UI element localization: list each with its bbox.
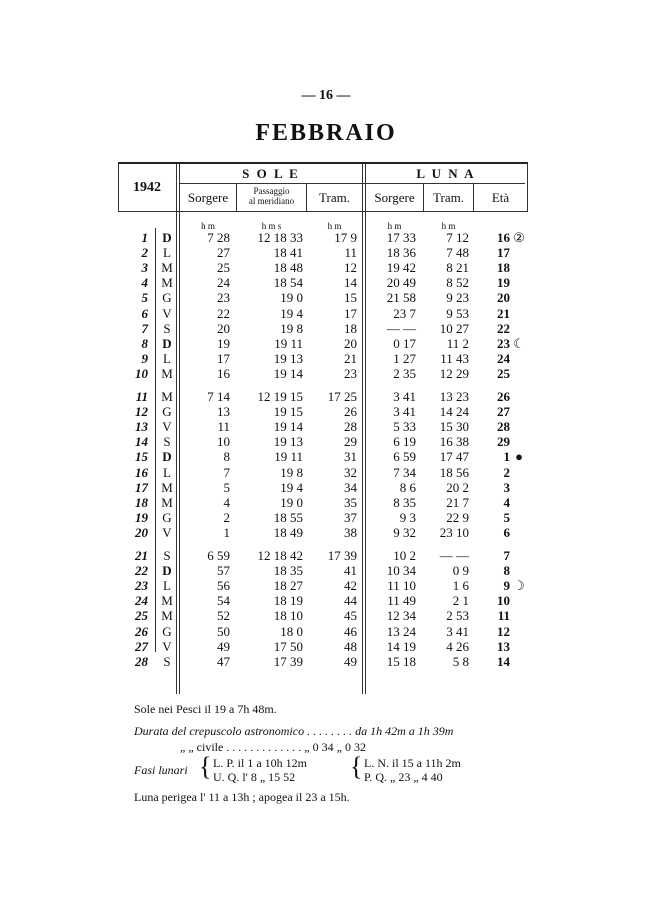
cell-st: 31 [344, 449, 357, 465]
cell-ls: 19 42 [386, 260, 416, 276]
cell-d: 20 [135, 524, 148, 540]
cell-sym: ☾ [513, 335, 525, 351]
cell-ls: 15 18 [386, 653, 416, 669]
col-sole-meridiano: al meridiano [248, 196, 295, 206]
cell-age: 20 [497, 290, 510, 306]
cell-ss: 54 [217, 593, 230, 609]
cell-age: 7 [503, 548, 510, 563]
cell-ss: 5 [223, 479, 230, 495]
cell-d: 6 [141, 305, 148, 321]
cell-w: G [162, 509, 172, 525]
cell-lt: 9 23 [446, 290, 469, 306]
cell-lt: 11 43 [440, 350, 469, 366]
cell-age: 9 [503, 578, 510, 594]
cell-age: 25 [497, 365, 510, 381]
note-civil-twilight: „ „ civile . . . . . . . . . . . . . „ 0 34 „ 0 32 [180, 740, 366, 754]
cell-pm: 19 4 [280, 305, 303, 321]
frame-right [527, 164, 528, 211]
cell-ss: 20 [217, 320, 230, 336]
cell-d: 9 [141, 350, 148, 366]
luna-header: L U N A [416, 166, 476, 181]
cell-sym: ② [513, 230, 525, 245]
cell-age: 26 [497, 389, 510, 404]
note-perigee-apogee: Luna perigea l' 11 a 13h ; apogea il 23 a 15h. [134, 790, 350, 804]
cell-ss: 7 [223, 464, 230, 480]
cell-ls: 20 49 [386, 275, 416, 291]
col-luna-tram: Tram. [433, 190, 464, 205]
cell-w: S [163, 653, 171, 669]
cell-lt: 18 56 [439, 464, 469, 480]
cell-w: S [163, 548, 171, 563]
units-sole-sorgere: h m [201, 221, 215, 231]
cell-lt: 17 47 [439, 449, 469, 465]
cell-sym: ☽ [513, 578, 525, 594]
cell-d: 17 [135, 479, 148, 495]
cell-age: 27 [497, 404, 510, 420]
cell-age: 19 [497, 275, 510, 291]
cell-d: 5 [141, 290, 148, 306]
cell-w: V [162, 638, 172, 654]
cell-d: 14 [135, 434, 148, 450]
cell-ss: 1 [223, 524, 230, 540]
cell-pm: 18 27 [273, 578, 303, 594]
cell-age: 11 [497, 608, 510, 624]
cell-ss: 17 [217, 350, 230, 366]
cell-pm: 18 41 [273, 245, 303, 261]
cell-ls: 10 2 [393, 548, 416, 563]
units-sole-passaggio: h m s [261, 221, 282, 231]
cell-ss: 19 [217, 335, 230, 351]
note-phase-full-moon: L. P. il 1 a 10h 12m [213, 756, 308, 770]
cell-pm: 12 18 33 [257, 230, 303, 245]
cell-d: 8 [141, 335, 148, 351]
cell-ss: 11 [217, 419, 230, 435]
note-phase-last-quarter: U. Q. l' 8 „ 15 52 [213, 770, 296, 784]
cell-ss: 52 [217, 608, 230, 624]
cell-age: 4 [503, 494, 510, 510]
cell-lt: 4 26 [446, 638, 469, 654]
cell-age: 3 [503, 479, 510, 495]
col-luna-sorgere: Sorgere [374, 190, 415, 205]
cell-d: 7 [141, 320, 148, 336]
cell-st: 26 [344, 404, 357, 420]
cell-ss: 50 [217, 623, 230, 639]
cell-lt: 14 24 [439, 404, 469, 420]
cell-ls: 5 33 [393, 419, 416, 435]
cell-w: G [162, 623, 172, 639]
cell-d: 26 [135, 623, 148, 639]
cell-w: D [162, 563, 172, 579]
cell-d: 1 [141, 230, 148, 245]
cell-d: 22 [135, 563, 148, 579]
cell-st: 38 [344, 524, 357, 540]
cell-ss: 47 [217, 653, 230, 669]
cell-ls: 3 41 [393, 404, 416, 420]
cell-ss: 56 [217, 578, 230, 594]
cell-ss: 16 [217, 365, 230, 381]
header-rule-2 [118, 211, 528, 212]
cell-st: 41 [344, 563, 357, 579]
cell-lt: 16 38 [439, 434, 469, 450]
cell-pm: 19 8 [280, 464, 303, 480]
cell-pm: 18 49 [273, 524, 303, 540]
cell-ls: 17 33 [386, 230, 416, 245]
cell-ls: 3 41 [393, 389, 416, 404]
cell-age: 22 [497, 320, 510, 336]
cell-w: S [163, 320, 171, 336]
cell-ss: 22 [217, 305, 230, 321]
cell-ss: 23 [217, 290, 230, 306]
cell-lt: 11 2 [446, 335, 469, 351]
cell-age: 5 [503, 509, 510, 525]
cell-st: 23 [344, 365, 357, 381]
cell-ss: 7 14 [207, 389, 230, 404]
cell-age: 10 [497, 593, 510, 609]
cell-lt: 2 1 [452, 593, 469, 609]
cell-ls: 11 49 [387, 593, 416, 609]
cell-w: L [163, 245, 171, 261]
cell-st: 18 [344, 320, 357, 336]
brace-left: { [199, 752, 212, 781]
cell-age: 13 [497, 638, 510, 654]
cell-w: L [163, 350, 171, 366]
cell-st: 28 [344, 419, 357, 435]
cell-pm: 19 11 [274, 335, 303, 351]
cell-ss: 25 [217, 260, 230, 276]
cell-st: 17 9 [334, 230, 357, 245]
cell-age: 2 [503, 464, 510, 480]
cell-w: M [161, 260, 173, 276]
cell-pm: 19 8 [280, 320, 303, 336]
cell-d: 28 [135, 653, 148, 669]
cell-lt: — — [439, 548, 469, 563]
cell-d: 3 [141, 260, 148, 276]
cell-st: 21 [344, 350, 357, 366]
cell-lt: 7 48 [446, 245, 469, 261]
cell-w: M [161, 365, 173, 381]
month-title: FEBBRAIO [255, 120, 397, 146]
cell-ls: 10 34 [386, 563, 416, 579]
col-sole-passaggio: Passaggio [253, 186, 290, 196]
cell-w: D [162, 449, 172, 465]
cell-age: 29 [497, 434, 510, 450]
cell-st: 48 [344, 638, 357, 654]
units-luna-tram: h m [441, 221, 456, 231]
cell-lt: 12 29 [439, 365, 469, 381]
cell-ls: 13 24 [386, 623, 416, 639]
cell-pm: 19 15 [273, 404, 303, 420]
cell-w: G [162, 290, 172, 306]
cell-d: 4 [141, 275, 148, 291]
cell-pm: 18 55 [273, 509, 303, 525]
cell-lt: 20 2 [446, 479, 469, 495]
cell-ls: 7 34 [393, 464, 416, 480]
cell-pm: 12 18 42 [257, 548, 303, 563]
col-luna-eta: Età [491, 190, 510, 205]
cell-d: 25 [135, 608, 148, 624]
cell-w: M [161, 494, 173, 510]
cell-age: 24 [497, 350, 510, 366]
cell-ls: 21 58 [386, 290, 416, 306]
cell-pm: 18 0 [280, 623, 303, 639]
cell-w: D [162, 335, 172, 351]
cell-lt: 5 8 [452, 653, 469, 669]
cell-pm: 17 39 [273, 653, 303, 669]
cell-lt: 2 53 [446, 608, 469, 624]
cell-age: 6 [503, 524, 510, 540]
cell-st: 35 [344, 494, 357, 510]
cell-st: 45 [344, 608, 357, 624]
cell-w: D [162, 230, 172, 245]
cell-lt: 23 10 [439, 524, 469, 540]
note-phase-first-quarter: P. Q. „ 23 „ 4 40 [364, 770, 443, 784]
divider-weekday [155, 228, 156, 652]
cell-pm: 17 50 [273, 638, 303, 654]
cell-d: 2 [141, 245, 148, 261]
cell-ls: 0 17 [393, 335, 416, 351]
cell-w: L [163, 464, 171, 480]
cell-age: 12 [497, 623, 510, 639]
cell-st: 44 [344, 593, 357, 609]
cell-w: S [163, 434, 171, 450]
cell-pm: 18 10 [273, 608, 303, 624]
cell-ss: 10 [217, 434, 230, 450]
cell-lt: 0 9 [452, 563, 469, 579]
cell-ls: 8 35 [393, 494, 416, 510]
cell-st: 37 [344, 509, 357, 525]
cell-pm: 19 0 [280, 290, 303, 306]
cell-w: V [162, 419, 172, 435]
cell-st: 20 [344, 335, 357, 351]
cell-pm: 18 35 [273, 563, 303, 579]
cell-w: M [161, 479, 173, 495]
divider-day-col [176, 164, 177, 694]
cell-pm: 18 54 [273, 275, 303, 291]
cell-ls: 6 59 [393, 449, 416, 465]
cell-d: 24 [135, 593, 148, 609]
cell-pm: 19 13 [273, 434, 303, 450]
cell-lt: 8 21 [446, 260, 469, 276]
cell-ls: 2 35 [393, 365, 416, 381]
cell-st: 29 [344, 434, 357, 450]
cell-st: 17 39 [327, 548, 357, 563]
cell-d: 12 [135, 404, 148, 420]
sole-header: S O L E [242, 166, 300, 181]
cell-ls: 6 19 [393, 434, 416, 450]
cell-ls: 23 7 [393, 305, 416, 321]
cell-w: G [162, 404, 172, 420]
cell-st: 14 [344, 275, 357, 291]
cell-pm: 19 4 [280, 479, 303, 495]
cell-lt: 15 30 [439, 419, 469, 435]
cell-d: 27 [135, 638, 148, 654]
cell-ss: 13 [217, 404, 230, 420]
cell-d: 19 [135, 509, 148, 525]
cell-st: 49 [344, 653, 357, 669]
cell-d: 16 [135, 464, 148, 480]
note-sun-sign: Sole nei Pesci il 19 a 7h 48m. [134, 702, 277, 716]
cell-lt: 10 27 [439, 320, 469, 336]
note-phase-new-moon: L. N. il 15 a 11h 2m [364, 756, 461, 770]
cell-ls: 11 10 [387, 578, 416, 594]
cell-w: V [162, 524, 172, 540]
brace-right: { [350, 752, 363, 781]
cell-pm: 19 14 [273, 365, 303, 381]
cell-d: 15 [135, 449, 148, 465]
cell-w: M [161, 389, 173, 404]
cell-d: 10 [135, 365, 148, 381]
cell-ss: 49 [217, 638, 230, 654]
col-sole-sorgere: Sorgere [187, 190, 229, 205]
cell-d: 23 [135, 578, 148, 594]
note-astronomical-twilight: Durata del crepuscolo astronomico . . . . . . . . da 1h 42m a 1h 39m [134, 724, 454, 738]
header-rule-1 [179, 183, 525, 184]
cell-pm: 18 48 [273, 260, 303, 276]
cell-ls: 9 32 [393, 524, 416, 540]
cell-pm: 19 14 [273, 419, 303, 435]
cell-d: 11 [135, 389, 148, 404]
cell-ss: 2 [223, 509, 230, 525]
cell-d: 21 [135, 548, 148, 563]
cell-lt: 13 23 [439, 389, 469, 404]
units-luna-sorgere: h m [387, 221, 402, 231]
cell-st: 11 [344, 245, 357, 261]
cell-age: 23 [497, 335, 510, 351]
cell-st: 32 [344, 464, 357, 480]
cell-st: 42 [344, 578, 357, 594]
cell-ss: 24 [217, 275, 230, 291]
cell-pm: 19 13 [273, 350, 303, 366]
cell-st: 17 25 [327, 389, 357, 404]
cell-lt: 22 9 [446, 509, 469, 525]
note-moon-phases-label: Fasi lunari [134, 763, 188, 777]
cell-ss: 27 [217, 245, 230, 261]
cell-ls: 18 36 [386, 245, 416, 261]
cell-lt: 21 7 [446, 494, 469, 510]
cell-ss: 6 59 [207, 548, 230, 563]
cell-st: 17 [344, 305, 357, 321]
cell-ls: 12 34 [386, 608, 416, 624]
page-number: — 16 — [301, 88, 351, 103]
divider-sole-luna [362, 164, 363, 694]
cell-d: 18 [135, 494, 148, 510]
cell-st: 34 [344, 479, 357, 495]
cell-w: M [161, 275, 173, 291]
cell-w: M [161, 608, 173, 624]
cell-age: 8 [503, 563, 510, 579]
cell-pm: 18 19 [273, 593, 303, 609]
cell-lt: 8 52 [446, 275, 469, 291]
cell-age: 16 [497, 230, 510, 245]
cell-ss: 4 [223, 494, 230, 510]
cell-ls: 14 19 [386, 638, 416, 654]
cell-st: 46 [344, 623, 357, 639]
cell-st: 15 [344, 290, 357, 306]
cell-pm: 12 19 15 [257, 389, 303, 404]
cell-st: 12 [344, 260, 357, 276]
year-label: 1942 [133, 180, 161, 195]
cell-ss: 8 [223, 449, 230, 465]
cell-ls: 8 6 [399, 479, 416, 495]
cell-w: V [162, 305, 172, 321]
cell-w: M [161, 593, 173, 609]
cell-d: 13 [135, 419, 148, 435]
cell-age: 17 [497, 245, 510, 261]
cell-ls: — — [386, 320, 416, 336]
cell-ss: 57 [217, 563, 230, 579]
cell-age: 1 [503, 449, 510, 465]
cell-w: L [163, 578, 171, 594]
cell-age: 14 [497, 653, 510, 669]
cell-pm: 19 11 [274, 449, 303, 465]
cell-age: 18 [497, 260, 510, 276]
cell-ls: 1 27 [393, 350, 416, 366]
cell-lt: 7 12 [446, 230, 469, 245]
cell-lt: 3 41 [446, 623, 469, 639]
cell-ss: 7 28 [207, 230, 230, 245]
cell-lt: 1 6 [452, 578, 469, 594]
units-sole-tram: h m [327, 221, 342, 231]
col-sole-tram: Tram. [319, 190, 350, 205]
cell-pm: 19 0 [280, 494, 303, 510]
cell-lt: 9 53 [446, 305, 469, 321]
cell-ls: 9 3 [399, 509, 416, 525]
cell-age: 21 [497, 305, 510, 321]
cell-age: 28 [497, 419, 510, 435]
cell-sym: ● [515, 449, 523, 465]
